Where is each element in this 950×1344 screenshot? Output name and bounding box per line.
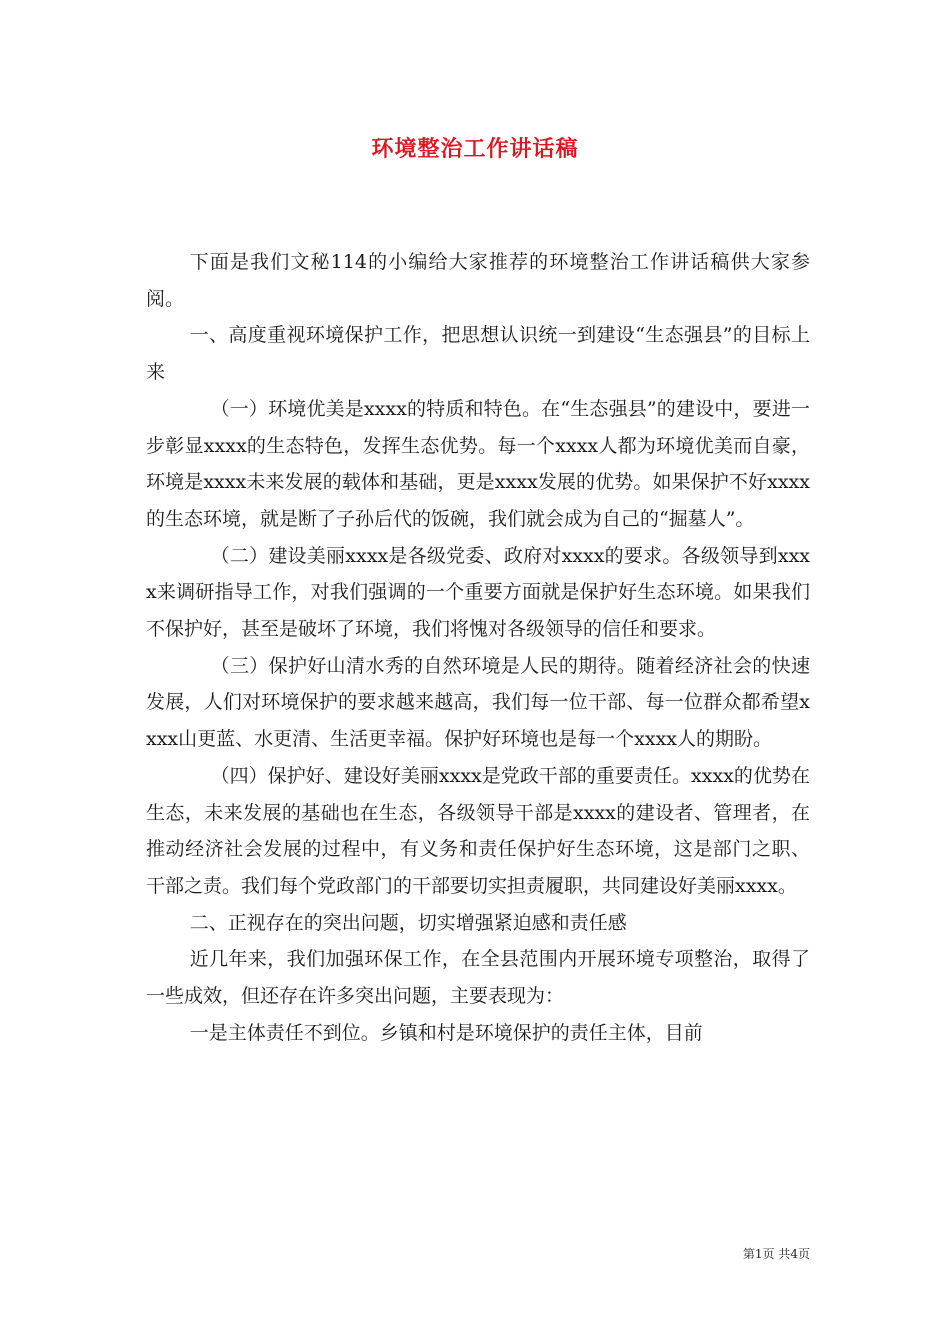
section-heading-2: 二、正视存在的突出问题，切实增强紧迫感和责任感 [189, 911, 627, 934]
intro-paragraph: 下面是我们文秘114的小编给大家推荐的环境整治工作讲话稿供大家参阅。 [146, 251, 810, 310]
point-paragraph-1: （一）环境优美是xxxx的特质和特色。在“生态强县”的建设中，要进一步彰显xxxx的生态特色，发挥生态优势。每一个xxxx人都为环境优美而自豪，环境是xxxx未来发展的载体和基础，更是xxxx发展的优势。如果保护不好xxxx的生态环境，就是断了子孙后代的饭碗，我们就会成为自己的“掘墓人”。 [146, 397, 810, 530]
document-body [146, 244, 810, 1051]
page-number: 第1页 共4页 [742, 1247, 810, 1261]
section-heading-1: 一、高度重视环境保护工作，把思想认识统一到建设“生态强县”的目标上来 [146, 324, 810, 384]
point-paragraph-4: （四）保护好、建设好美丽xxxx是党政干部的重要责任。xxxx的优势在生态，未来发展的基础也在生态，各级领导干部是xxxx的建设者、管理者，在推动经济社会发展的过程中，有义务和责任保护好生态环境，这是部门之职、干部之责。我们每个党政部门的干部要切实担责履职，共同建设好美丽xxxx。 [146, 764, 810, 897]
point-paragraph-3: （三）保护好山清水秀的自然环境是人民的期待。随着经济社会的快速发展，人们对环境保护的要求越来越高，我们每一位干部、每一位群众都希望xxxx山更蓝、水更清、生活更幸福。保护好环境也是每一个xxxx人的期盼。 [146, 654, 810, 751]
problem-paragraph-1: 一是主体责任不到位。乡镇和村是环境保护的责任主体，目前 [189, 1021, 703, 1044]
problems-intro-paragraph: 近几年来，我们加强环保工作，在全县范围内开展环境专项整治，取得了一些成效，但还存在许多突出问题，主要表现为： [146, 948, 810, 1008]
document-title: 环境整治工作讲话稿 [371, 136, 579, 162]
point-paragraph-2: （二）建设美丽xxxx是各级党委、政府对xxxx的要求。各级领导到xxxx来调研指导工作，对我们强调的一个重要方面就是保护好生态环境。如果我们不保护好，甚至是破坏了环境，我们将愧对各级领导的信任和要求。 [146, 544, 810, 641]
